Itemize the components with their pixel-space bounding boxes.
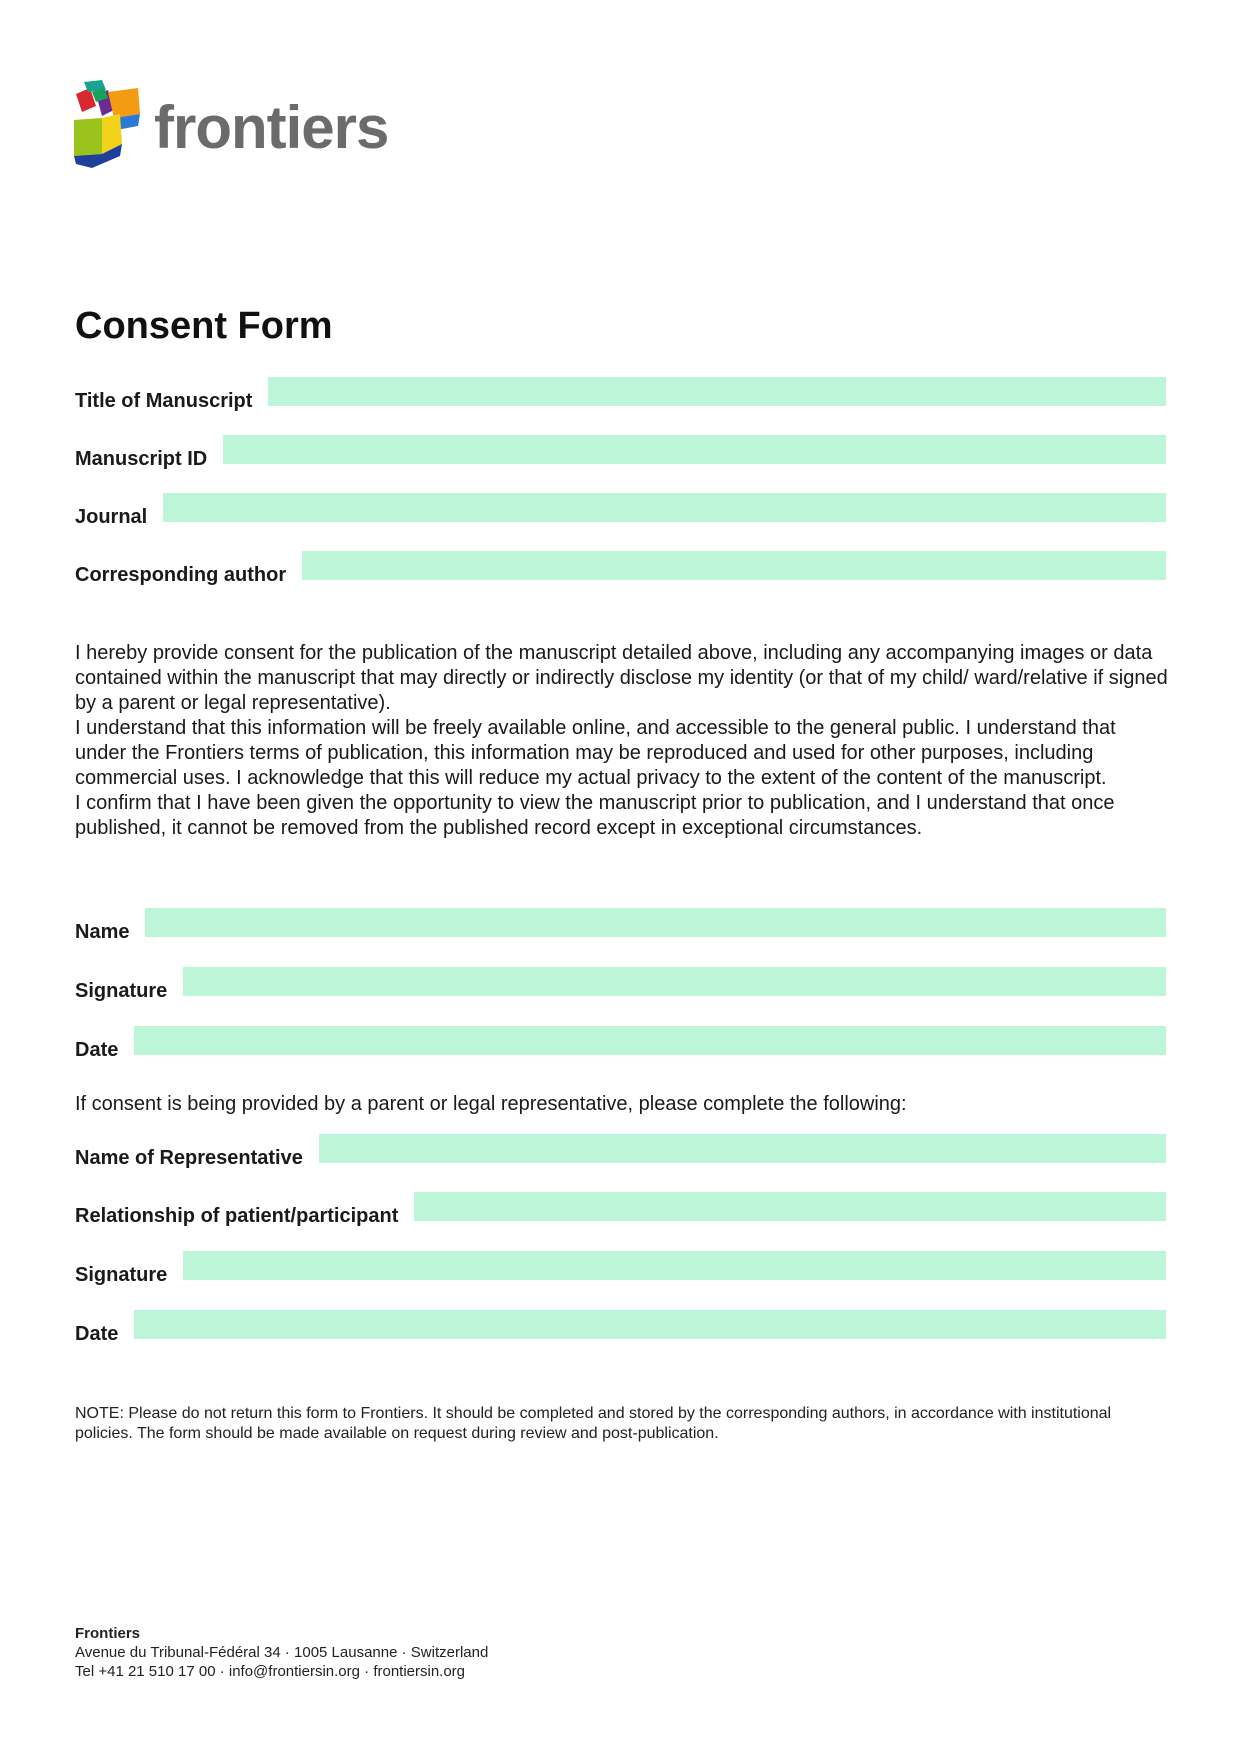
relationship-input[interactable] [414,1192,1166,1221]
field-label: Manuscript ID [75,448,208,470]
frontiers-logo [74,78,388,170]
date-input[interactable] [134,1026,1166,1055]
consent-paragraph: I understand that this information will be freely available online, and accessible to the general public. I understand that under the Frontiers terms of publication, this information may be reproduced and used for other purposes, including commercial uses. I acknowledge that this will reduce my actual privacy to the extent of the content of the manuscript. [75,717,1116,789]
date-row [75,1025,1166,1061]
name-input[interactable] [145,908,1166,937]
manuscript-id-input[interactable] [223,435,1166,464]
field-label: Signature [75,1264,168,1286]
footer-address: Avenue du Tribunal-Fédéral 34 · 1005 Lausanne · Switzerland [75,1644,489,1661]
consent-paragraph: I hereby provide consent for the publication of the manuscript detailed above, including any accompanying images or data contained within the manuscript that may directly or indirectly disclose my identity (or that of my child/ ward/relative if signed by a parent or legal representative). [75,642,1168,714]
footer-org: Frontiers [75,1625,141,1642]
field-label: Name of Representative [75,1147,303,1169]
representative-date-row [75,1309,1166,1345]
field-label: Name [75,921,130,943]
signature-row [75,966,1166,1002]
field-label: Signature [75,980,168,1002]
page-title: Consent Form [75,305,333,347]
representative-intro: If consent is being provided by a parent or legal representative, please complete the following: [75,1093,907,1115]
representative-signature-input[interactable] [183,1251,1166,1280]
consent-paragraph: I confirm that I have been given the opportunity to view the manuscript prior to publication, and I understand that once published, it cannot be removed from the published record except in exceptional circumstances. [75,792,1115,839]
representative-signature-row [75,1250,1166,1286]
frontiers-cube-icon [74,80,148,168]
journal-row [75,492,1166,528]
footer-contact: Tel +41 21 510 17 00 · info@frontiersin.org · frontiersin.org [75,1663,466,1680]
field-label: Date [75,1039,119,1061]
representative-name-row [75,1133,1166,1169]
title-of-manuscript-row [75,376,1166,412]
representative-date-input[interactable] [134,1310,1166,1339]
field-label: Relationship of patient/participant [75,1205,399,1227]
title-of-manuscript-input[interactable] [268,377,1166,406]
field-label: Corresponding author [75,564,287,586]
representative-name-input[interactable] [319,1134,1166,1163]
corresponding-author-row [75,550,1166,586]
relationship-row [75,1191,1166,1227]
field-label: Journal [75,506,148,528]
consent-statement [75,641,1170,841]
manuscript-id-row [75,434,1166,470]
name-row [75,907,1166,943]
note-text: NOTE: Please do not return this form to Frontiers. It should be completed and stored by the corresponding authors, in accordance with institutional policies. The form should be made available on request during review and post-publication. [75,1405,1112,1442]
field-label: Title of Manuscript [75,390,253,412]
frontiers-wordmark: frontiers [154,93,389,161]
journal-input[interactable] [163,493,1166,522]
corresponding-author-input[interactable] [302,551,1166,580]
footer [75,1624,488,1681]
signature-input[interactable] [183,967,1166,996]
field-label: Date [75,1323,119,1345]
